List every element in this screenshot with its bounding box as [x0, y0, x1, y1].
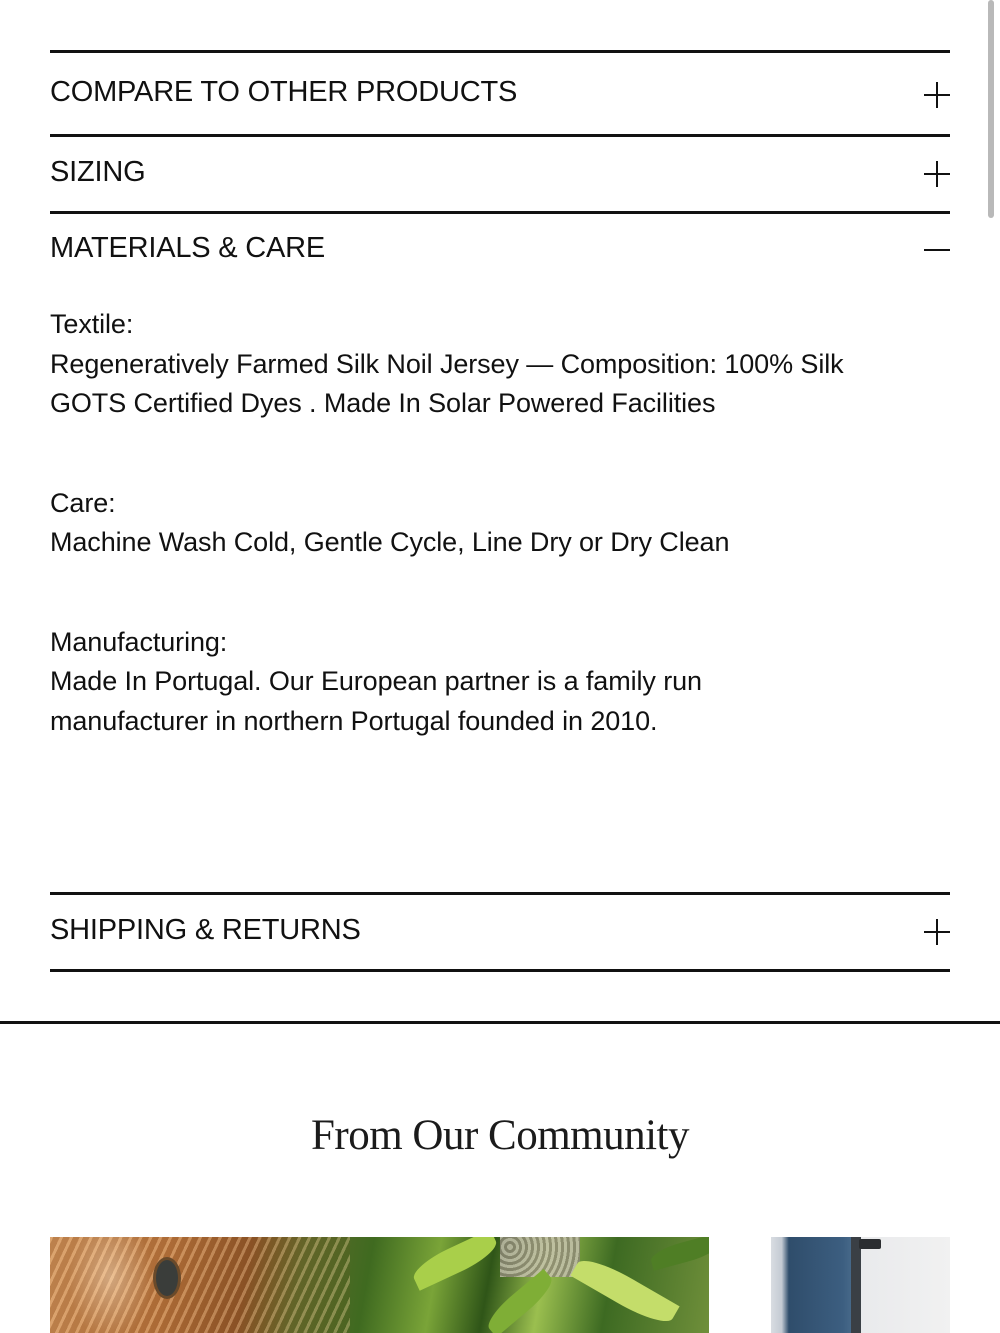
accordion-title-compare: COMPARE TO OTHER PRODUCTS: [50, 76, 518, 108]
scrollbar[interactable]: [988, 0, 994, 218]
community-photo-building[interactable]: [771, 1237, 950, 1333]
manufacturing-section: [50, 563, 880, 742]
plus-icon[interactable]: [924, 919, 950, 945]
textile-dyes: GOTS Certified Dyes . Made In Solar Powered Facilities: [50, 388, 716, 418]
accordion-header-compare[interactable]: [50, 53, 950, 134]
textile-composition: Regeneratively Farmed Silk Noil Jersey — Composition: 100% Silk: [50, 348, 844, 379]
community-heading: From Our Community: [310, 1112, 690, 1159]
plus-icon[interactable]: [924, 82, 950, 108]
manufacturing-text: Made In Portugal. Our European partner is a family run manufacturer in northern Portugal founded in 2010.: [50, 666, 702, 736]
accordion-divider: [50, 969, 950, 972]
earring: [153, 1257, 181, 1299]
product-accordion: [50, 50, 950, 972]
accordion-title-shipping-returns: SHIPPING & RETURNS: [50, 914, 361, 946]
accordion-header-materials-care[interactable]: [50, 214, 950, 274]
care-instructions: Machine Wash Cold, Gentle Cycle, Line Dry or Dry Clean: [50, 527, 730, 557]
minus-icon[interactable]: [924, 237, 950, 263]
manufacturing-label: Manufacturing:: [50, 626, 228, 657]
textile-label: Textile:: [50, 309, 134, 339]
care-section: [50, 424, 880, 563]
accordion-header-shipping-returns[interactable]: [50, 895, 950, 969]
care-label: Care:: [50, 487, 116, 518]
accordion-header-sizing[interactable]: [50, 137, 950, 211]
plus-icon[interactable]: [924, 161, 950, 187]
accordion-title-materials-care: MATERIALS & CARE: [50, 232, 326, 264]
community-photo-woman-garden[interactable]: [50, 1237, 709, 1333]
accordion-title-sizing: SIZING: [50, 156, 146, 188]
section-divider: [0, 1021, 1000, 1024]
accordion-panel-materials-care: [50, 274, 950, 892]
textile-section: [50, 274, 880, 424]
